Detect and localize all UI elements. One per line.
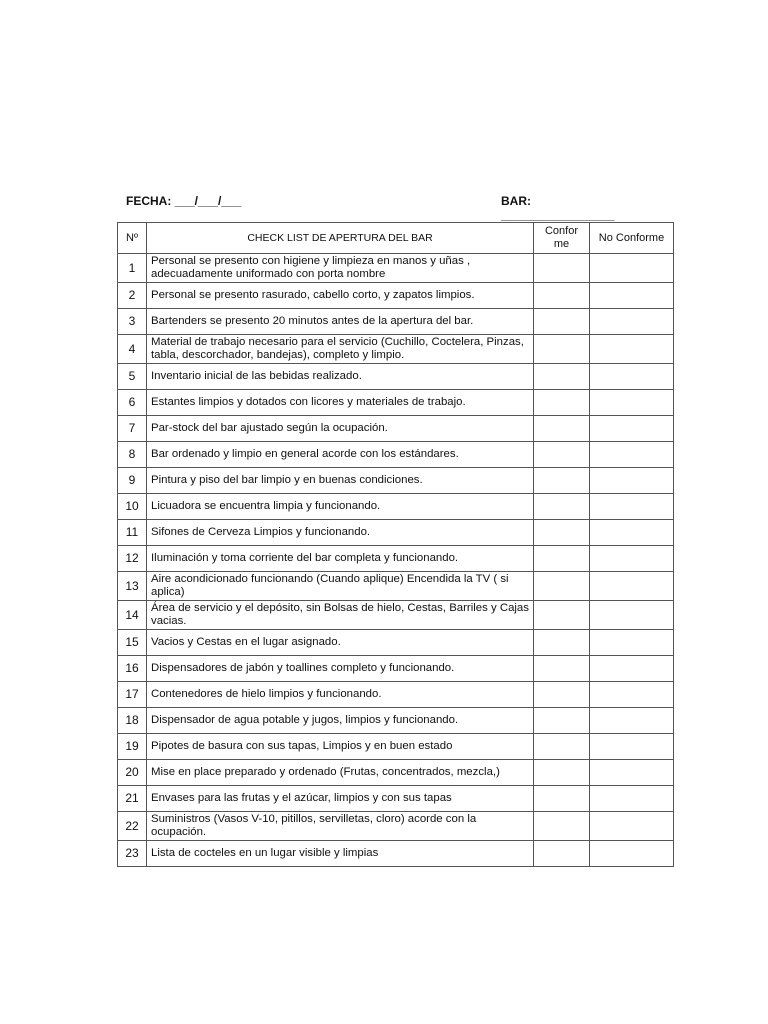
table-row — [118, 520, 674, 546]
header-row — [118, 223, 674, 254]
table-row — [118, 572, 674, 601]
table-row — [118, 335, 674, 364]
conforme-cell[interactable] — [534, 520, 590, 546]
row-item-text: Personal se presento con higiene y limpieza en manos y uñas , adecuadamente uniformado con porta nombre — [147, 254, 534, 283]
row-number: 10 — [118, 494, 147, 520]
row-item-text: Envases para las frutas y el azúcar, limpios y con sus tapas — [147, 786, 534, 812]
row-item-text: Par-stock del bar ajustado según la ocupación. — [147, 416, 534, 442]
table-row — [118, 708, 674, 734]
conforme-cell[interactable] — [534, 812, 590, 841]
conforme-cell[interactable] — [534, 682, 590, 708]
row-item-text: Contenedores de hielo limpios y funcionando. — [147, 682, 534, 708]
row-item-text: Iluminación y toma corriente del bar completa y funcionando. — [147, 546, 534, 572]
checklist-table — [117, 222, 674, 867]
row-number: 7 — [118, 416, 147, 442]
conforme-cell[interactable] — [534, 630, 590, 656]
conforme-cell[interactable] — [534, 335, 590, 364]
no-conforme-cell[interactable] — [590, 682, 674, 708]
row-number: 19 — [118, 734, 147, 760]
conforme-cell[interactable] — [534, 254, 590, 283]
table-row — [118, 546, 674, 572]
table-row — [118, 812, 674, 841]
conforme-cell[interactable] — [534, 656, 590, 682]
row-number: 18 — [118, 708, 147, 734]
table-row — [118, 656, 674, 682]
row-item-text: Mise en place preparado y ordenado (Frutas, concentrados, mezcla,) — [147, 760, 534, 786]
row-item-text: Dispensadores de jabón y toallines completo y funcionando. — [147, 656, 534, 682]
row-item-text: Bar ordenado y limpio en general acorde con los estándares. — [147, 442, 534, 468]
row-item-text: Dispensador de agua potable y jugos, limpios y funcionando. — [147, 708, 534, 734]
row-number: 14 — [118, 601, 147, 630]
conforme-cell[interactable] — [534, 416, 590, 442]
table-row — [118, 630, 674, 656]
no-conforme-cell[interactable] — [590, 364, 674, 390]
no-conforme-cell[interactable] — [590, 520, 674, 546]
conforme-cell[interactable] — [534, 572, 590, 601]
table-row — [118, 390, 674, 416]
row-item-text: Inventario inicial de las bebidas realizado. — [147, 364, 534, 390]
conforme-cell[interactable] — [534, 309, 590, 335]
no-conforme-cell[interactable] — [590, 390, 674, 416]
no-conforme-cell[interactable] — [590, 309, 674, 335]
form-header — [126, 194, 646, 222]
no-conforme-cell[interactable] — [590, 708, 674, 734]
no-conforme-cell[interactable] — [590, 468, 674, 494]
row-number: 2 — [118, 283, 147, 309]
row-number: 4 — [118, 335, 147, 364]
conforme-cell[interactable] — [534, 734, 590, 760]
no-conforme-cell[interactable] — [590, 546, 674, 572]
no-conforme-cell[interactable] — [590, 841, 674, 867]
conforme-cell[interactable] — [534, 494, 590, 520]
row-item-text: Lista de cocteles en un lugar visible y limpias — [147, 841, 534, 867]
table-row — [118, 682, 674, 708]
fecha-field-label: FECHA: ___/___/___ — [126, 194, 242, 208]
no-conforme-cell[interactable] — [590, 760, 674, 786]
row-number: 3 — [118, 309, 147, 335]
row-number: 23 — [118, 841, 147, 867]
bar-field-label: BAR: _________________ — [501, 194, 615, 222]
conforme-cell[interactable] — [534, 708, 590, 734]
table-row — [118, 283, 674, 309]
conforme-cell[interactable] — [534, 601, 590, 630]
no-conforme-cell[interactable] — [590, 572, 674, 601]
row-number: 22 — [118, 812, 147, 841]
checklist-body — [118, 254, 674, 867]
row-number: 20 — [118, 760, 147, 786]
conforme-cell[interactable] — [534, 760, 590, 786]
row-number: 12 — [118, 546, 147, 572]
row-number: 6 — [118, 390, 147, 416]
table-row — [118, 416, 674, 442]
conforme-cell[interactable] — [534, 364, 590, 390]
table-row — [118, 734, 674, 760]
table-row — [118, 760, 674, 786]
row-number: 16 — [118, 656, 147, 682]
no-conforme-cell[interactable] — [590, 442, 674, 468]
row-number: 15 — [118, 630, 147, 656]
no-conforme-cell[interactable] — [590, 283, 674, 309]
header-num: Nº — [118, 223, 147, 254]
row-number: 21 — [118, 786, 147, 812]
no-conforme-cell[interactable] — [590, 786, 674, 812]
conforme-cell[interactable] — [534, 468, 590, 494]
header-conforme: Confor me — [534, 223, 590, 254]
table-row — [118, 468, 674, 494]
row-number: 9 — [118, 468, 147, 494]
row-item-text: Pipotes de basura con sus tapas, Limpios y en buen estado — [147, 734, 534, 760]
row-item-text: Personal se presento rasurado, cabello corto, y zapatos limpios. — [147, 283, 534, 309]
row-item-text: Pintura y piso del bar limpio y en buenas condiciones. — [147, 468, 534, 494]
table-row — [118, 364, 674, 390]
no-conforme-cell[interactable] — [590, 734, 674, 760]
row-item-text: Área de servicio y el depósito, sin Bolsas de hielo, Cestas, Barriles y Cajas vacias. — [147, 601, 534, 630]
no-conforme-cell[interactable] — [590, 416, 674, 442]
row-item-text: Sifones de Cerveza Limpios y funcionando. — [147, 520, 534, 546]
table-row — [118, 309, 674, 335]
no-conforme-cell[interactable] — [590, 601, 674, 630]
row-item-text: Vacios y Cestas en el lugar asignado. — [147, 630, 534, 656]
row-item-text: Suministros (Vasos V-10, pitillos, servilletas, cloro) acorde con la ocupación. — [147, 812, 534, 841]
conforme-cell[interactable] — [534, 841, 590, 867]
conforme-cell[interactable] — [534, 390, 590, 416]
row-item-text: Bartenders se presento 20 minutos antes de la apertura del bar. — [147, 309, 534, 335]
row-number: 8 — [118, 442, 147, 468]
header-no-conforme: No Conforme — [590, 223, 674, 254]
row-number: 11 — [118, 520, 147, 546]
no-conforme-cell[interactable] — [590, 630, 674, 656]
no-conforme-cell[interactable] — [590, 656, 674, 682]
row-number: 13 — [118, 572, 147, 601]
row-number: 1 — [118, 254, 147, 283]
table-row — [118, 601, 674, 630]
no-conforme-cell[interactable] — [590, 254, 674, 283]
header-title: CHECK LIST DE APERTURA DEL BAR — [147, 223, 534, 254]
no-conforme-cell[interactable] — [590, 335, 674, 364]
conforme-cell[interactable] — [534, 283, 590, 309]
row-item-text: Aire acondicionado funcionando (Cuando aplique) Encendida la TV ( si aplica) — [147, 572, 534, 601]
conforme-cell[interactable] — [534, 786, 590, 812]
table-row — [118, 494, 674, 520]
table-row — [118, 841, 674, 867]
row-number: 17 — [118, 682, 147, 708]
row-item-text: Material de trabajo necesario para el servicio (Cuchillo, Coctelera, Pinzas, tabla, descorchador, bandejas), completo y limpio. — [147, 335, 534, 364]
no-conforme-cell[interactable] — [590, 812, 674, 841]
table-row — [118, 442, 674, 468]
table-row — [118, 254, 674, 283]
row-item-text: Estantes limpios y dotados con licores y materiales de trabajo. — [147, 390, 534, 416]
row-number: 5 — [118, 364, 147, 390]
conforme-cell[interactable] — [534, 546, 590, 572]
no-conforme-cell[interactable] — [590, 494, 674, 520]
row-item-text: Licuadora se encuentra limpia y funcionando. — [147, 494, 534, 520]
table-row — [118, 786, 674, 812]
conforme-cell[interactable] — [534, 442, 590, 468]
